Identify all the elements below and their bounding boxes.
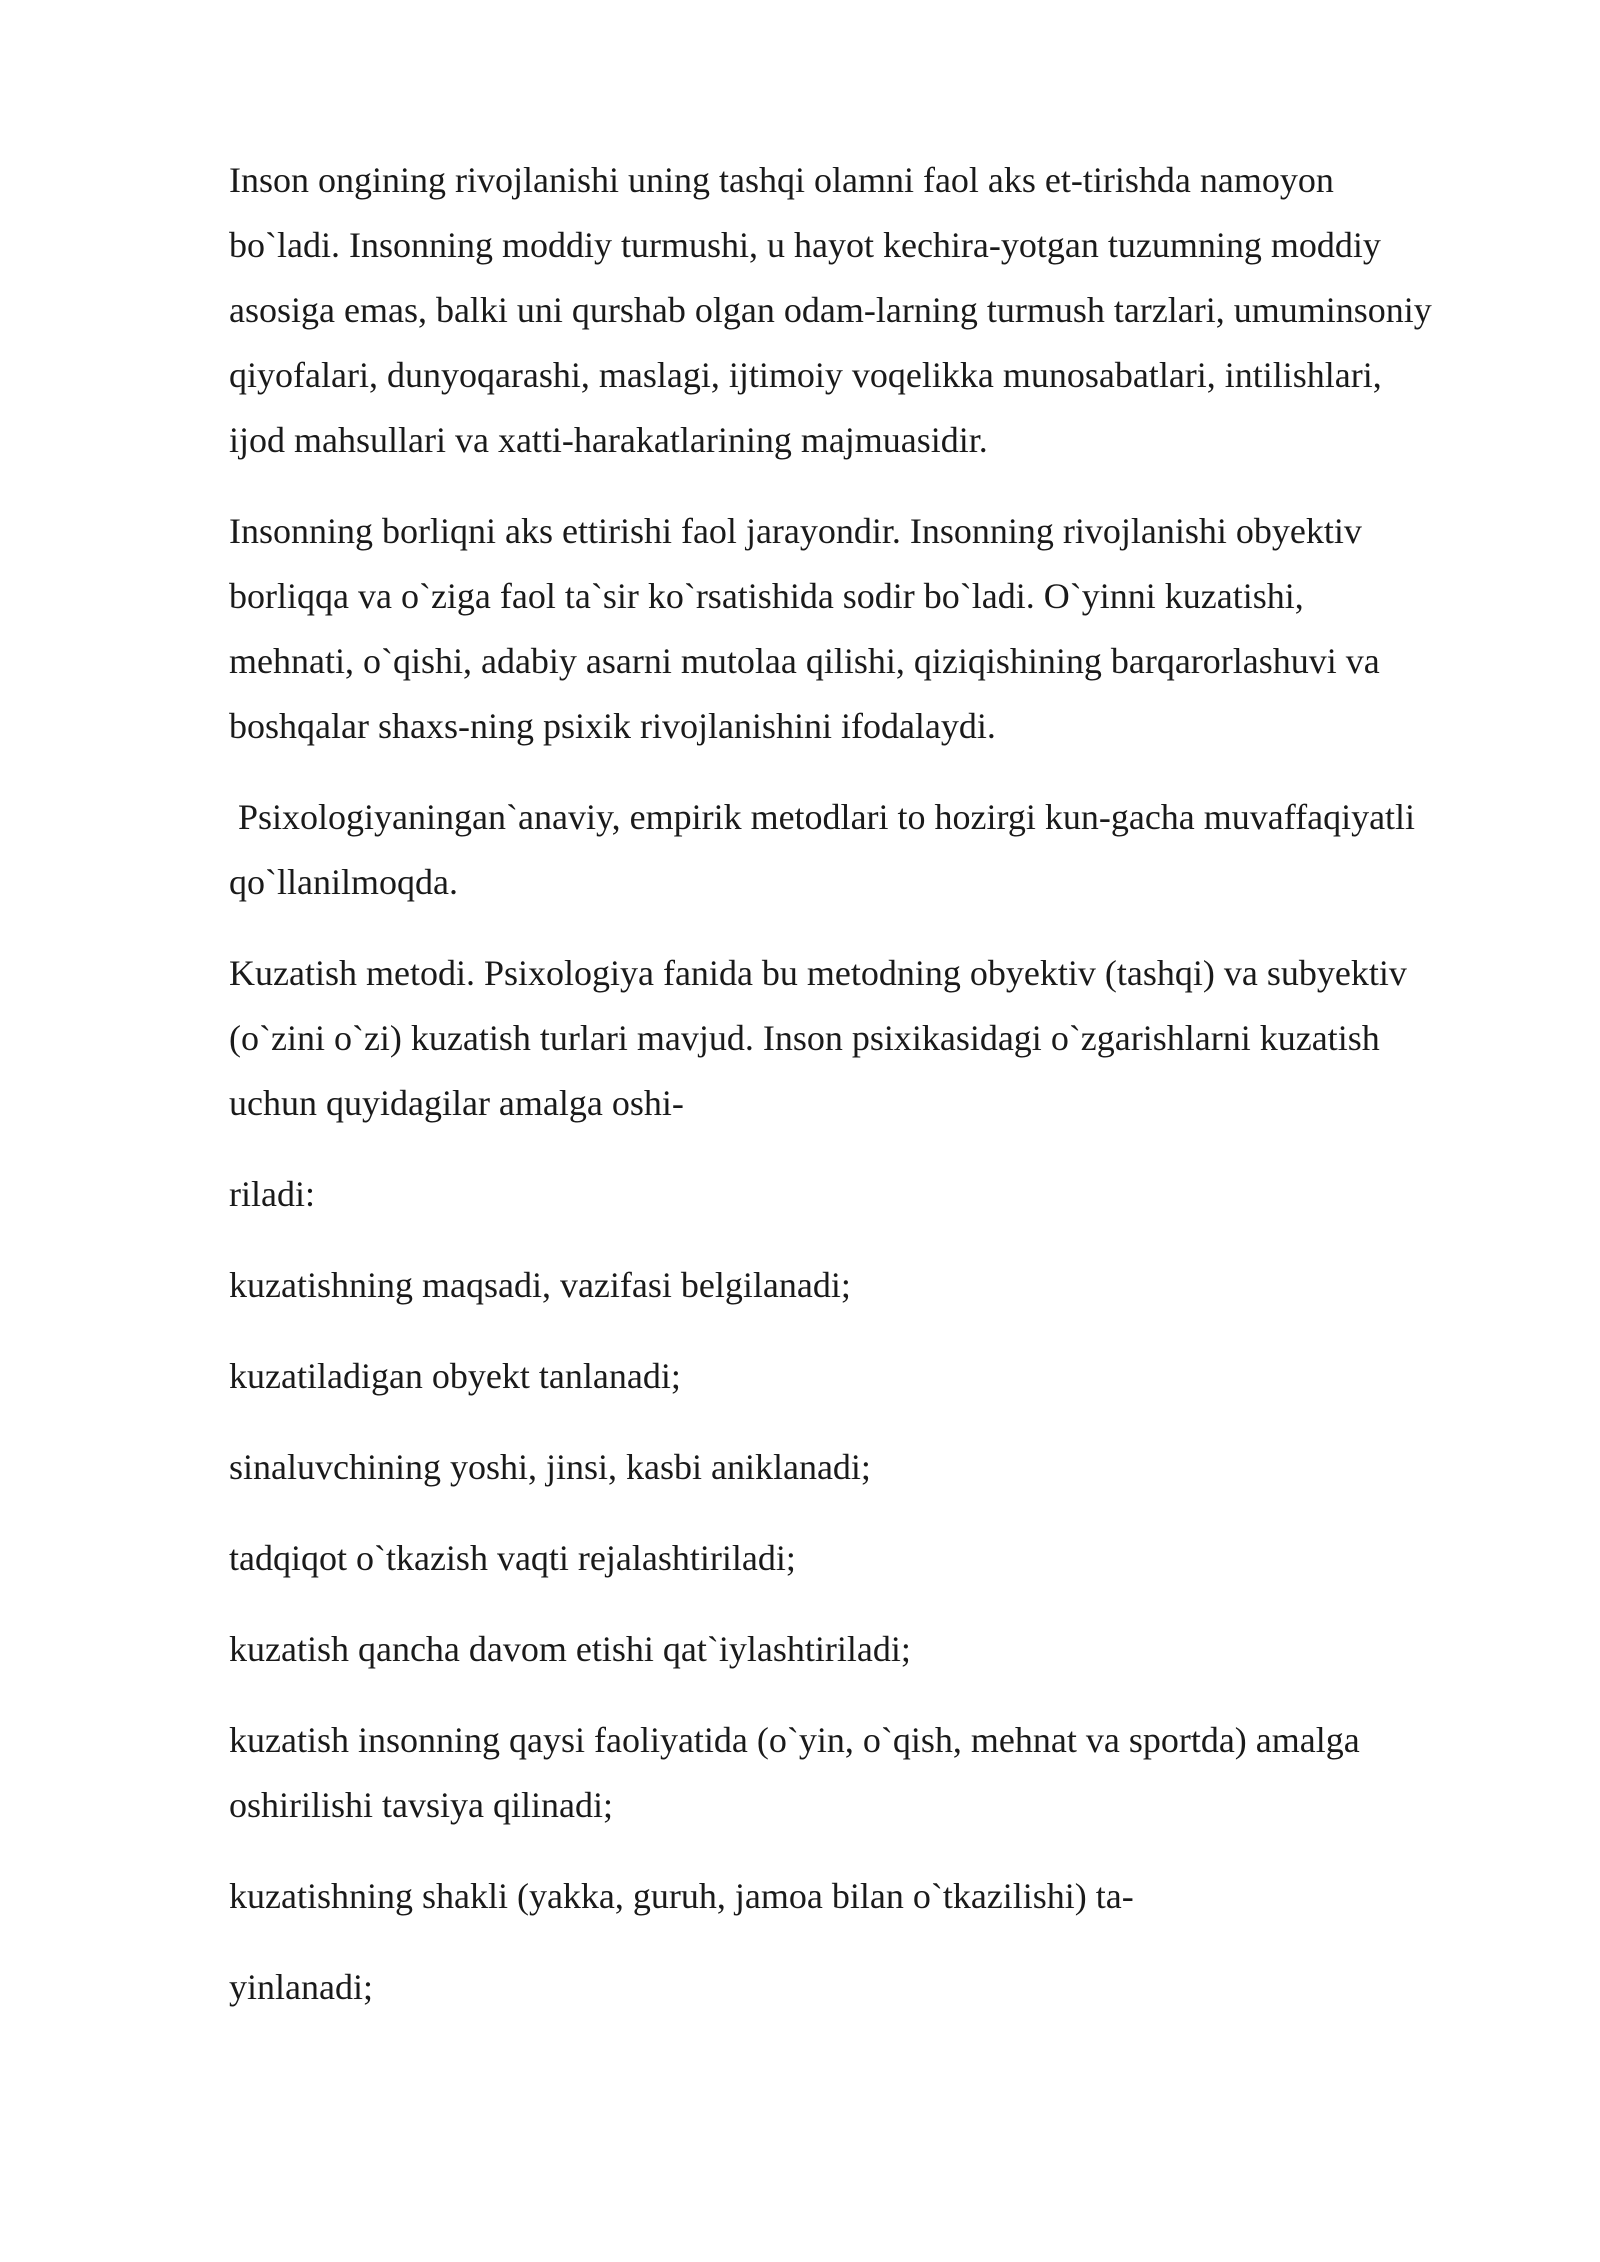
text-line: uchun quyidagilar amalga oshi- bbox=[229, 1083, 684, 1123]
paragraph-1 bbox=[229, 148, 1529, 473]
text-line: riladi: bbox=[229, 1174, 315, 1214]
text-line: boshqalar shaxs-ning psixik rivojlanishini ifodalaydi. bbox=[229, 706, 996, 746]
text-line: yinlanadi; bbox=[229, 1967, 373, 2007]
text-line: (o`zini o`zi) kuzatish turlari mavjud. Inson psixikasidagi o`zgarishlarni kuzatish bbox=[229, 1018, 1380, 1058]
text-line: mehnati, o`qishi, adabiy asarni mutolaa qilishi, qiziqishining barqarorlashuvi va bbox=[229, 641, 1380, 681]
list-item-7 bbox=[229, 1864, 1529, 1929]
paragraph-3 bbox=[229, 785, 1529, 915]
paragraph-4 bbox=[229, 941, 1529, 1136]
text-line: Kuzatish metodi. Psixologiya fanida bu metodning obyektiv (tashqi) va subyektiv bbox=[229, 953, 1407, 993]
text-line: ijod mahsullari va xatti-harakatlarining majmuasidir. bbox=[229, 420, 988, 460]
list-item-2 bbox=[229, 1344, 1529, 1409]
list-item-6 bbox=[229, 1708, 1529, 1838]
text-line: tadqiqot o`tkazish vaqti rejalashtiriladi; bbox=[229, 1538, 796, 1578]
text-line: kuzatishning maqsadi, vazifasi belgilanadi; bbox=[229, 1265, 851, 1305]
list-item-7-continuation bbox=[229, 1955, 1529, 2020]
list-item-5 bbox=[229, 1617, 1529, 1682]
paragraph-5 bbox=[229, 1162, 1529, 1227]
text-line: kuzatish qancha davom etishi qat`iylashtiriladi; bbox=[229, 1629, 911, 1669]
text-line: Psixologiyaningan`anaviy, empirik metodlari to hozirgi kun-gacha muvaffaqiyatli bbox=[229, 797, 1416, 837]
list-item-3 bbox=[229, 1435, 1529, 1500]
text-line: bo`ladi. Insonning moddiy turmushi, u hayot kechira-yotgan tuzumning moddiy bbox=[229, 225, 1381, 265]
document-body bbox=[229, 148, 1529, 2046]
text-line: qo`llanilmoqda. bbox=[229, 862, 458, 902]
text-line: kuzatish insonning qaysi faoliyatida (o`yin, o`qish, mehnat va sportda) amalga bbox=[229, 1720, 1360, 1760]
text-line: borliqqa va o`ziga faol ta`sir ko`rsatishida sodir bo`ladi. O`yinni kuzatishi, bbox=[229, 576, 1304, 616]
paragraph-2 bbox=[229, 499, 1529, 759]
list-item-1 bbox=[229, 1253, 1529, 1318]
text-line: Inson ongining rivojlanishi uning tashqi olamni faol aks et-tirishda namoyon bbox=[229, 160, 1334, 200]
text-line: sinaluvchining yoshi, jinsi, kasbi aniklanadi; bbox=[229, 1447, 871, 1487]
text-line: qiyofalari, dunyoqarashi, maslagi, ijtimoiy voqelikka munosabatlari, intilishlari, bbox=[229, 355, 1382, 395]
text-line: kuzatiladigan obyekt tanlanadi; bbox=[229, 1356, 681, 1396]
text-line: Insonning borliqni aks ettirishi faol jarayondir. Insonning rivojlanishi obyektiv bbox=[229, 511, 1362, 551]
list-item-4 bbox=[229, 1526, 1529, 1591]
text-line: asosiga emas, balki uni qurshab olgan odam-larning turmush tarzlari, umuminsoniy bbox=[229, 290, 1432, 330]
text-line: kuzatishning shakli (yakka, guruh, jamoa bilan o`tkazilishi) ta- bbox=[229, 1876, 1134, 1916]
text-line: oshirilishi tavsiya qilinadi; bbox=[229, 1785, 613, 1825]
